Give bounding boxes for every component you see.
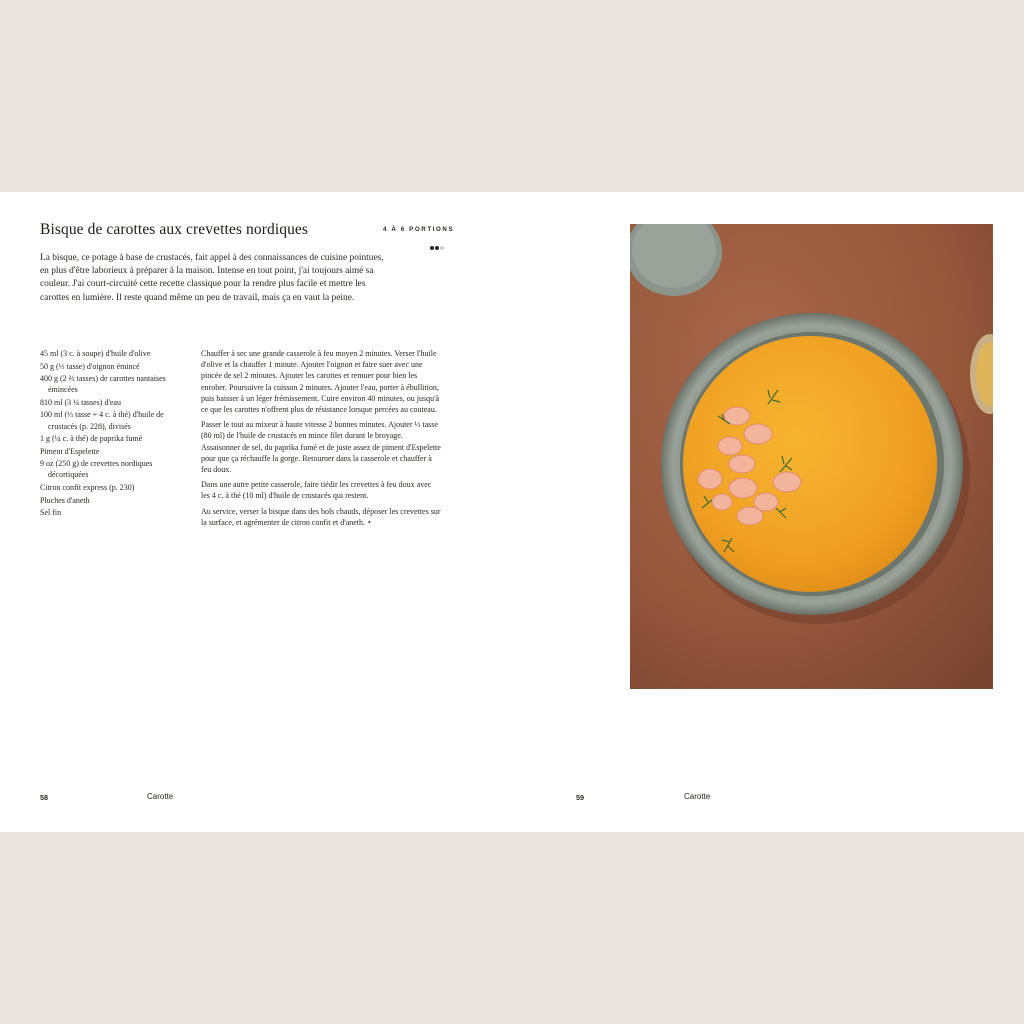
end-mark: •	[368, 517, 371, 527]
method-paragraph: Chauffer à sec une grande casserole à feu moyen 2 minutes. Verser l'huile d'olive et la chauffer 1 minute. Ajouter l'oignon et faire suer avec une pincée de sel 2 minutes. Ajouter les carottes et remuer pour bien les enrober. Poursuivre la cuisson 2 minutes. Ajouter l'eau, porter à ébullition, puis baisser à un léger frémissement. Cuire environ 40 minutes, ou jusqu'à ce que les carottes n'offrent plus de résistance lorsque percées au couteau.	[201, 349, 440, 415]
portions-label: 4 À 6 PORTIONS	[383, 226, 455, 233]
bisque	[683, 336, 937, 592]
ingredient-item: 400 g (2 ⅔ tasses) de carottes nantaises émincées	[40, 374, 166, 395]
recipe-intro: La bisque, ce potage à base de crustacés, fait appel à des connaissances de cuisine pointues, en plus d'être laborieux à préparer à la maison. Intense en tout point, j'ai toujours aimé sa couleur. J'ai court-circuité cette recette classique pour la rendre plus facile et mettre les carottes en lumière. Il reste quand même un peu de travail, mais ça en vaut la peine.	[40, 253, 384, 303]
ingredient-item: Sel fin	[40, 508, 62, 518]
difficulty-dot-empty	[440, 246, 444, 250]
ingredient-item: 100 ml (⅓ tasse + 4 c. à thé) d'huile de crustacés (p. 228), divisés	[40, 410, 164, 431]
ingredient-item: Pluches d'aneth	[40, 495, 90, 505]
method-paragraph: Au service, verser la bisque dans des bols chauds, déposer les crevettes sur la surface, et agrémenter de citron confit et d'aneth.	[201, 506, 441, 527]
soup-photo	[630, 224, 993, 689]
ingredient-item: 45 ml (3 c. à soupe) d'huile d'olive	[40, 349, 151, 358]
method-steps	[201, 348, 441, 532]
method-paragraph: Dans une autre petite casserole, faire tiédir les crevettes à feu doux avec les 4 c. à thé (10 ml) d'huile de crustacés qui restent.	[201, 480, 432, 501]
right-running-head: Carotte	[684, 792, 711, 801]
difficulty-dot-filled	[435, 246, 439, 250]
ingredient-item: Citron confit express (p. 230)	[40, 483, 135, 493]
right-page-number: 59	[576, 793, 584, 802]
ingredient-item: 1 g (¼ c. à thé) de paprika fumé	[40, 434, 143, 444]
difficulty-indicator	[430, 237, 445, 243]
ingredient-item: 810 ml (3 ¼ tasses) d'eau	[40, 397, 121, 407]
ingredient-item: 50 g (⅓ tasse) d'oignon émincé	[40, 361, 140, 371]
left-running-head: Carotte	[147, 792, 174, 801]
ingredient-item: 9 oz (250 g) de crevettes nordiques décortiquées	[40, 459, 153, 480]
difficulty-dot-filled	[430, 246, 434, 250]
method-paragraph: Passer le tout au mixeur à haute vitesse 2 bonnes minutes. Ajouter ⅓ tasse (80 ml) de l'huile de crustacés en mince filet durant le broyage. Assaisonner de sel, du paprika fumé et de juste assez de piment d'Espelette pour que ça réchauffe la gorge. Retourner dans la casserole et chauffer à feu doux.	[201, 420, 441, 475]
ingredient-list	[40, 348, 190, 520]
ingredient-item: Piment d'Espelette	[40, 446, 100, 456]
left-page-number: 58	[40, 793, 48, 802]
recipe-title: Bisque de carottes aux crevettes nordiques	[40, 221, 309, 238]
method-paragraph-last	[201, 506, 441, 528]
